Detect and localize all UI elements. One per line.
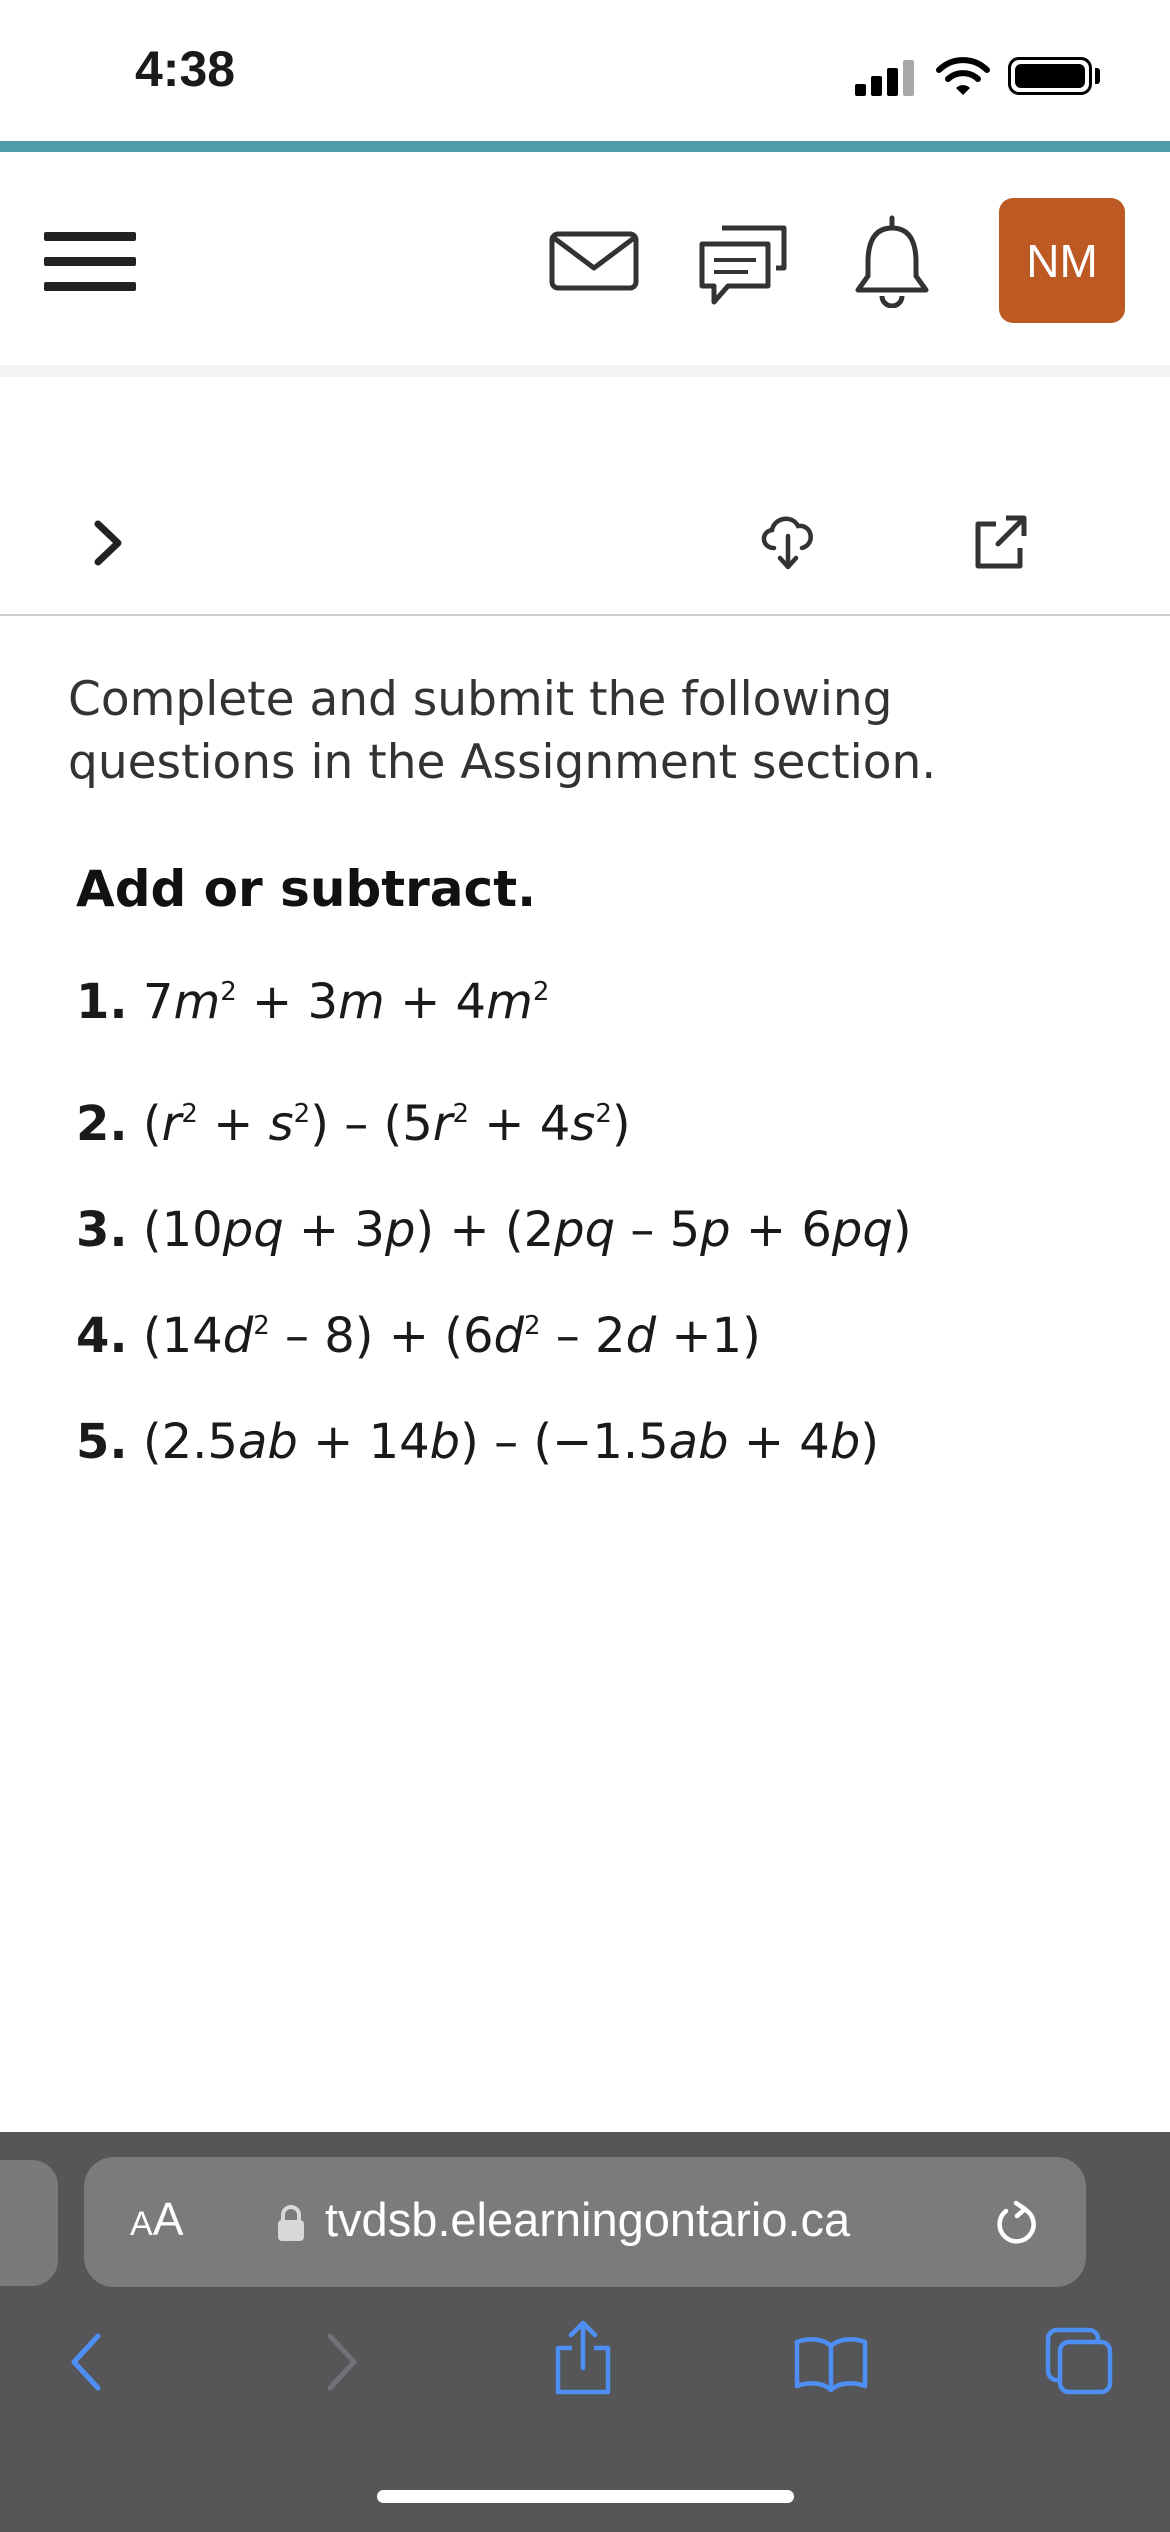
hamburger-icon[interactable]	[44, 232, 136, 307]
cellular-signal-icon	[855, 58, 915, 96]
reader-options-button[interactable]: AA	[130, 2193, 184, 2245]
external-link-icon[interactable]	[970, 512, 1030, 572]
url-text[interactable]: tvdsb.elearningontario.ca	[325, 2193, 851, 2246]
bell-icon[interactable]	[850, 212, 934, 308]
wifi-icon	[935, 56, 991, 98]
lock-icon	[276, 2203, 306, 2243]
bookmarks-icon[interactable]	[793, 2334, 869, 2392]
chevron-right-icon[interactable]	[92, 518, 126, 568]
question-5: 5. (2.5ab + 14b) – (−1.5ab + 4b)	[76, 1414, 880, 1470]
reload-icon[interactable]	[994, 2199, 1040, 2247]
question-4: 4. $(14d^2 - 8) + (6d^2 - 2d +1)$	[76, 1308, 761, 1364]
header-divider	[0, 365, 1170, 377]
status-time: 4:38	[135, 41, 236, 97]
battery-icon	[1008, 57, 1092, 95]
cloud-download-icon[interactable]	[758, 510, 818, 572]
question-2: 2. $(r^2 + s^2) - (5r^2 + 4s^2)$	[76, 1096, 631, 1152]
intro-line-1: Complete and submit the following	[68, 672, 893, 727]
chat-icon[interactable]	[696, 214, 792, 310]
question-3: 3. (10pq + 3p) + (2pq – 5p + 6pq)	[76, 1202, 912, 1258]
section-heading: Add or subtract.	[76, 860, 537, 918]
intro-line-2: questions in the Assignment section.	[68, 735, 937, 790]
toolbar-divider	[0, 614, 1170, 616]
home-indicator	[377, 2490, 794, 2503]
battery-nub	[1095, 68, 1100, 84]
top-accent-line	[0, 141, 1170, 152]
question-1: 1. $7m^2 + 3m + 4m^2$	[76, 974, 550, 1030]
avatar[interactable]: NM	[999, 198, 1125, 323]
assignment-instructions	[68, 668, 1108, 794]
mail-icon[interactable]	[548, 230, 640, 292]
previous-tab-peek[interactable]	[0, 2160, 58, 2286]
share-icon[interactable]	[552, 2318, 614, 2396]
forward-icon	[322, 2330, 362, 2394]
tabs-icon[interactable]	[1044, 2326, 1114, 2396]
back-icon[interactable]	[66, 2330, 106, 2394]
